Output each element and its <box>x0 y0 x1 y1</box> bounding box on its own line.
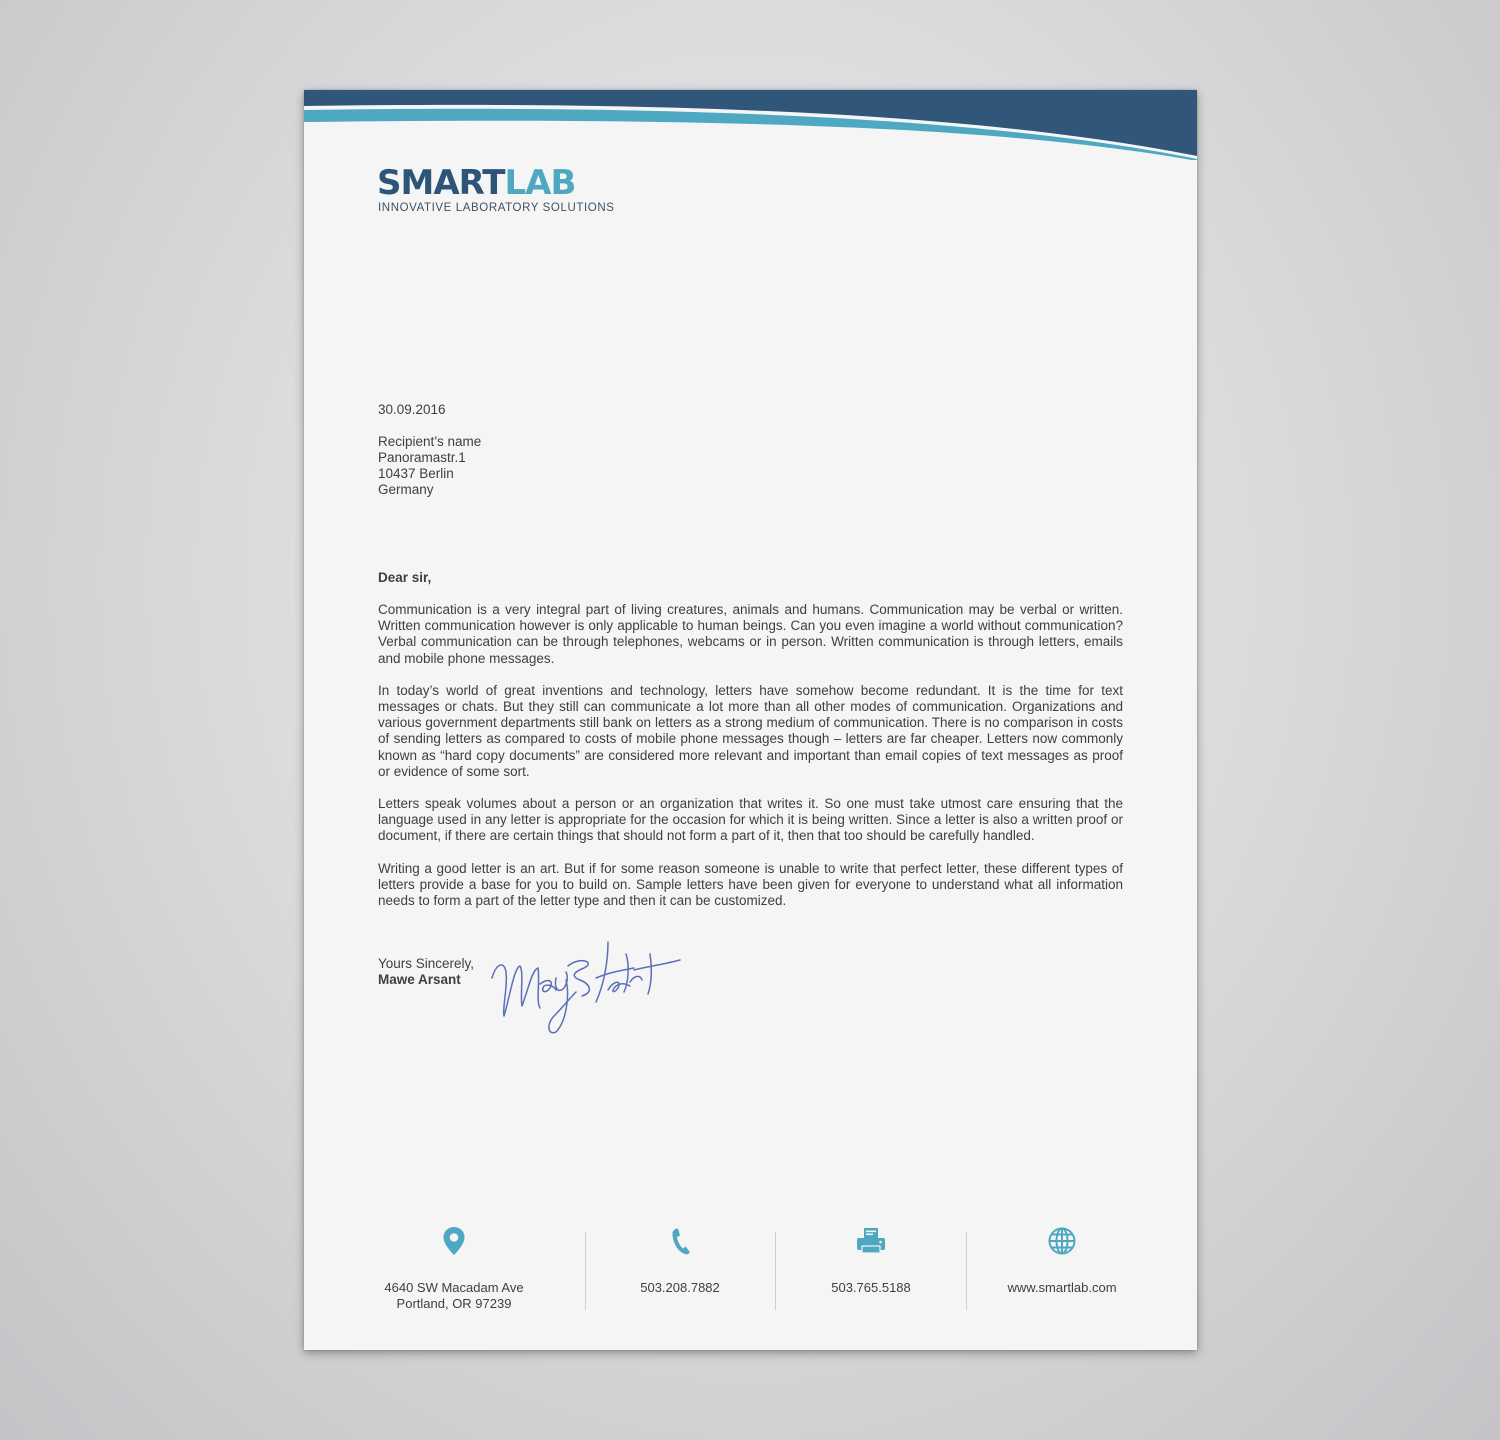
company-logo <box>377 163 615 214</box>
address-line-1: 4640 SW Macadam Ave <box>384 1280 524 1295</box>
address-text <box>374 1280 534 1312</box>
fax-icon <box>855 1226 887 1256</box>
recipient-city: 10437 Berlin <box>378 466 454 481</box>
website-link[interactable]: www.smartlab.com <box>1007 1280 1117 1295</box>
recipient-name: Recipient’s name <box>378 434 482 449</box>
logo-lab: LAB <box>504 163 576 203</box>
body-paragraph: Writing a good letter is an art. But if for some reason someone is unable to write that perfect letter, these different types of letters provide a base for you to build on. Sample letters have been given for everyone to understand what all information needs to form a part of the letter type and then it can be customized. <box>378 860 1123 909</box>
fax-number: 503.765.5188 <box>831 1280 911 1295</box>
handwritten-signature <box>484 932 684 1037</box>
recipient-country: Germany <box>378 482 434 497</box>
globe-icon <box>1047 1226 1077 1256</box>
logo-wordmark <box>377 163 615 203</box>
logo-smart: SMART <box>377 163 505 203</box>
body-paragraph: Letters speak volumes about a person or an organization that writes it. So one must take utmost care ensuring that the language used in any letter is appropriate for the occasion for which it is being written. Since a letter is also a written proof or document, if there are certain things that should not form a part of it, then that too should be carefully handled. <box>378 796 1123 844</box>
letter-date: 30.09.2016 <box>378 402 446 417</box>
letter-body <box>378 602 1123 925</box>
closing-block <box>378 956 474 988</box>
location-pin-icon <box>442 1226 466 1256</box>
recipient-street: Panoramastr.1 <box>378 450 466 465</box>
footer-website <box>980 1226 1144 1310</box>
logo-tagline: INNOVATIVE LABORATORY SOLUTIONS <box>378 202 615 214</box>
footer-divider <box>775 1232 776 1310</box>
body-paragraph: In today’s world of great inventions and technology, letters have somehow become redundant. It is the time for text messages or chats. But they still can communicate a lot more than all other modes of communication. Organizations and various government departments still bank on letters as a strong medium of communication. There is no comparison in costs of sending letters as compared to costs of mobile phone messages though – letters are far cheaper. Letters now commonly known as “hard copy documents” are considered more relevant and important than email copies of text messages as proof or evidence of some sort. <box>378 682 1123 779</box>
contact-footer <box>304 1226 1197 1316</box>
recipient-address <box>378 434 481 498</box>
phone-icon <box>669 1226 691 1256</box>
letterhead-page <box>304 90 1197 1350</box>
address-line-2: Portland, OR 97239 <box>396 1296 512 1311</box>
body-paragraph: Communication is a very integral part of living creatures, animals and humans. Communication may be verbal or written. Written communication however is only applicable to human beings. Can you even imagine a world without communication? Verbal communication can be through telephones, webcams or in person. Written communication is through letters, emails and mobile phone messages. <box>378 602 1123 666</box>
closing-phrase: Yours Sincerely, <box>378 956 475 971</box>
footer-fax <box>791 1226 951 1310</box>
footer-phone <box>600 1226 760 1310</box>
footer-divider <box>966 1232 967 1310</box>
header-wave <box>304 90 1197 160</box>
phone-number: 503.208.7882 <box>640 1280 720 1295</box>
salutation: Dear sir, <box>378 570 432 585</box>
footer-divider <box>585 1232 586 1310</box>
footer-address <box>374 1226 534 1310</box>
sender-name: Mawe Arsant <box>378 972 461 987</box>
